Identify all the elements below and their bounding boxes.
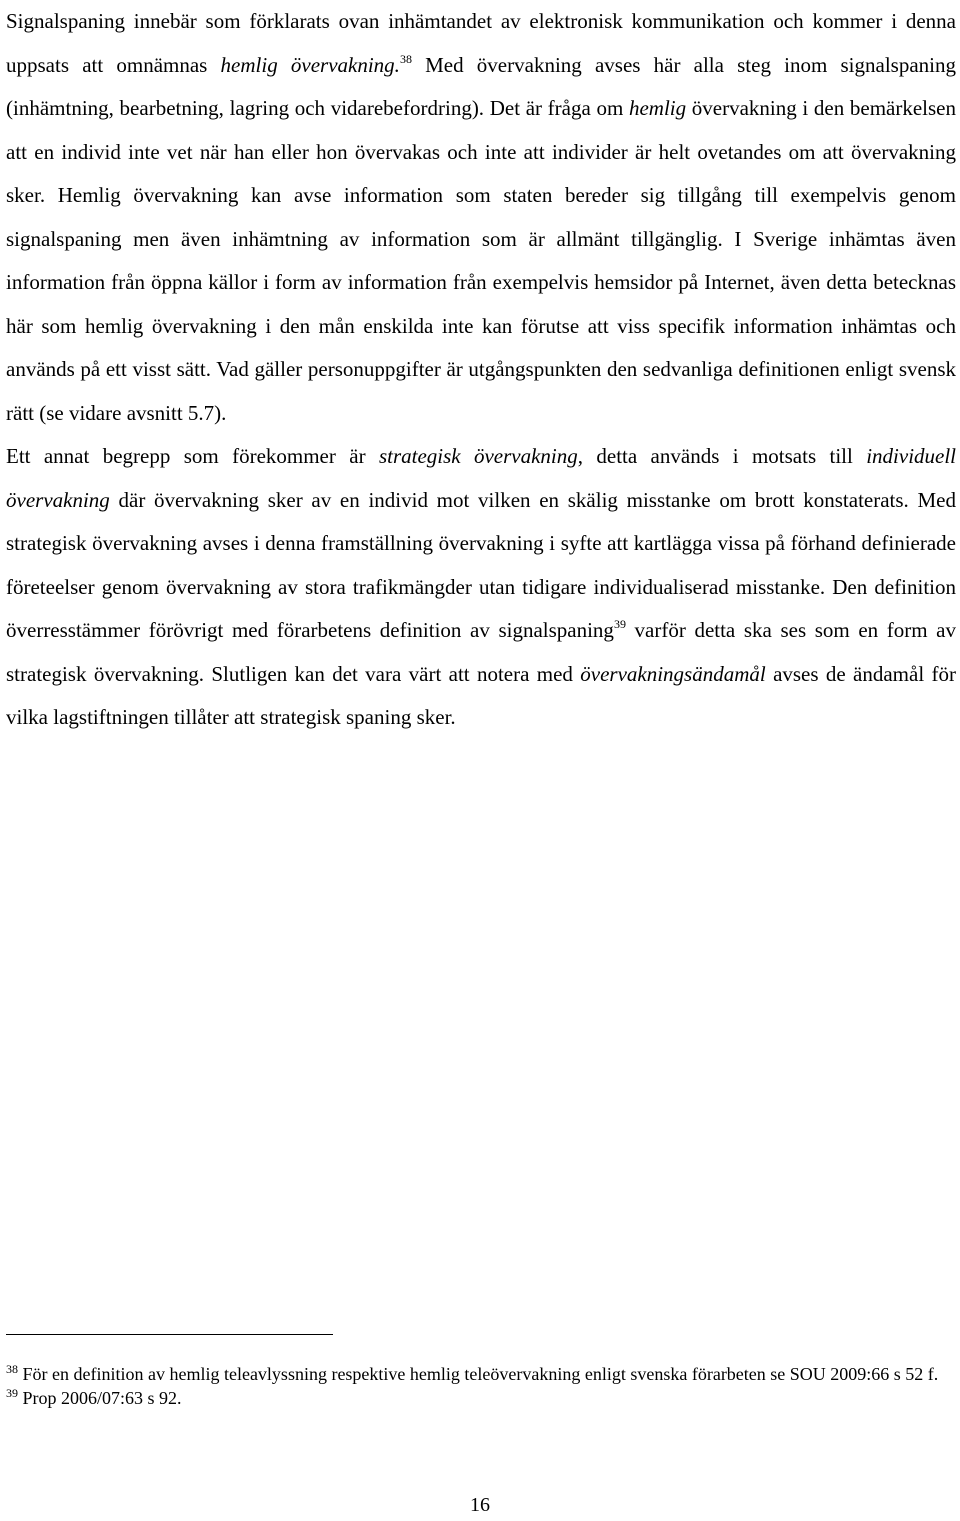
footnote-text: För en definition av hemlig teleavlyssning respektive hemlig teleövervakning enligt svenska förarbeten se SOU 2009:66 s 52 f. [18,1364,939,1384]
footnote-39 [6,1386,956,1410]
footnotes [6,1362,956,1410]
paragraph-text: varför detta ska ses som en form av strategisk övervakning. Slutligen kan det vara värt att notera med [6,618,956,686]
paragraph-1 [6,0,956,435]
paragraph-text: , detta används i motsats till [577,444,867,468]
italic-term: strategisk övervakning [378,444,578,468]
paragraph-text: Signalspaning innebär som förklarats ovan inhämtandet av elektronisk kommunikation och kommer i denna uppsats att omnämnas [6,9,956,77]
paragraph-text: Ett annat begrepp som förekommer är [6,444,379,468]
body-text [6,0,956,740]
footnote-text: Prop 2006/07:63 s 92. [18,1388,182,1408]
italic-term: hemlig [628,96,687,120]
paragraph-text: övervakning i den bemärkelsen att en individ inte vet när han eller hon övervakas och inte att individer är helt ovetandes om att övervakning sker. Hemlig övervakning kan avse information som staten bereder sig tillgång till exempelvis genom signalspaning men även inhämtning av information som är allmänt tillgänglig. I Sverige inhämtas även information från öppna källor i form av information från exempelvis hemsidor på Internet, även detta betecknas här som hemlig övervakning i den mån enskilda inte kan förutse att viss specifik information inhämtas och används på ett visst sätt. Vad gäller personuppgifter är utgångspunkten den sedvanliga definitionen enligt svensk rätt (se vidare avsnitt 5.7). [6,96,956,425]
paragraph-text: där övervakning sker av en individ mot vilken en skälig misstanke om brott konstaterats. Med strategisk övervakning avses i denna framställning övervakning i syfte att kartlägga vissa på förhand definierade företeelser genom övervakning av stora trafikmängder utan tidigare individualiserad misstanke. Den definition överresstämmer förövrigt med förarbetens definition av signalspaning [6,487,956,642]
footnote-number: 38 [6,1362,18,1376]
page-number: 16 [470,1494,490,1516]
footnote-ref-39[interactable]: 39 [613,617,626,631]
italic-term: individuell övervakning [6,444,957,512]
italic-term: övervakningsändamål [580,661,766,686]
paragraph-text: Med övervakning avses här alla steg inom signalspaning (inhämtning, bearbetning, lagring och vidarebefordring). Det är fråga om [6,52,956,120]
paragraph-2 [6,435,956,740]
footnote-ref-38[interactable]: 38 [399,51,412,66]
footnote-38 [6,1362,956,1386]
footnote-number: 39 [6,1386,18,1400]
paragraph-text: avses de ändamål för vilka lagstiftningen tillåter att strategisk spaning sker. [6,661,956,729]
footnote-divider [6,1334,333,1335]
italic-term: hemlig övervakning. [220,52,400,77]
